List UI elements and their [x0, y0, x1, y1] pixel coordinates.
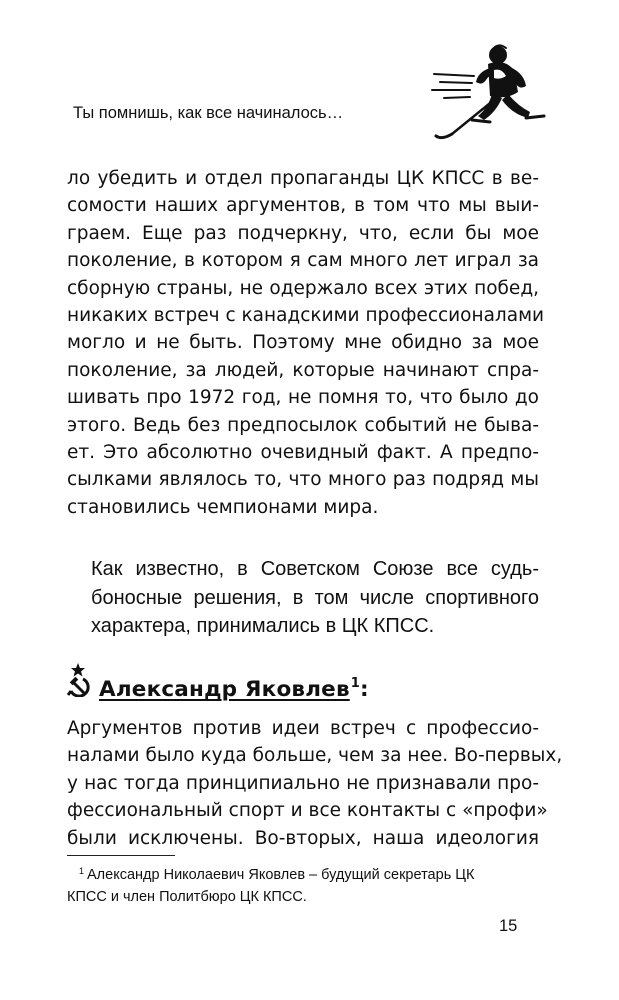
text-line: ет. Это абсолютно очевидный факт. А предпо-: [67, 442, 539, 464]
text-line: были исключены. Во-вторых, наша идеология: [67, 827, 539, 849]
text-line: поколение, в котором я сам много лет играл за: [67, 250, 539, 272]
footnote-marker: 1: [79, 866, 85, 876]
page-number: 15: [499, 917, 518, 935]
text-line: характера, принимались в ЦК КПСС.: [91, 615, 435, 637]
text-line: налами было куда больше, чем за нее. Во-первых,: [67, 745, 563, 767]
text-line: становились чемпионами мира.: [67, 496, 379, 518]
text-line: у нас тогда принципиально не признавали про-: [67, 772, 539, 794]
text-line: Как известно, в Советском Союзе все судь-: [91, 558, 539, 580]
text-line: сомости наших аргументов, в том что мы выи-: [67, 195, 539, 217]
text-line: сборную страны, не одержало всех этих побед,: [67, 277, 539, 299]
text-line: никаких встреч с канадскими профессионалами: [67, 305, 545, 327]
text-line: фессиональный спорт и все контакты с «профи»: [67, 800, 548, 822]
text-line: Аргументов против идеи встреч с профессио-: [67, 718, 539, 739]
running-head: Ты помнишь, как все начиналось…: [73, 104, 344, 122]
footnote: [67, 860, 532, 908]
footnote-reference[interactable]: 1: [350, 676, 361, 691]
intro-paragraph: [91, 555, 539, 641]
footnote-divider: [67, 855, 175, 856]
text-line: ло убедить и отдел пропаганды ЦК КПСС в ве-: [67, 168, 539, 189]
text-line: этого. Ведь без предпосылок событий не быва-: [67, 414, 539, 436]
hockey-player-icon: [430, 38, 548, 142]
text-line: могло и не быть. Поэтому мне обидно за мое: [67, 332, 539, 354]
footnote-line: КПСС и член Политбюро ЦК КПСС.: [67, 889, 307, 905]
text-line: боносные решения, в том числе спортивного: [91, 586, 539, 609]
speaker-name: Александр Яковлев: [99, 677, 350, 702]
hammer-sickle-star-icon: [66, 663, 90, 697]
footnote-text: Александр Николаевич Яковлев – будущий секретарь ЦК: [87, 867, 475, 883]
paragraph-continued: [67, 165, 545, 521]
text-line: сылками являлось то, что много раз подряд мы: [67, 469, 539, 491]
quote-paragraph: [67, 715, 563, 852]
speaker-colon: :: [360, 677, 369, 702]
text-line: шивать про 1972 год, не помня то, что было до: [67, 387, 539, 409]
footnote-line: [67, 860, 532, 886]
text-line: поколение, за людей, которые начинают спра-: [67, 359, 539, 381]
text-line: граем. Еще раз подчеркну, что, если бы мое: [67, 222, 539, 244]
speaker-heading: [99, 676, 369, 702]
